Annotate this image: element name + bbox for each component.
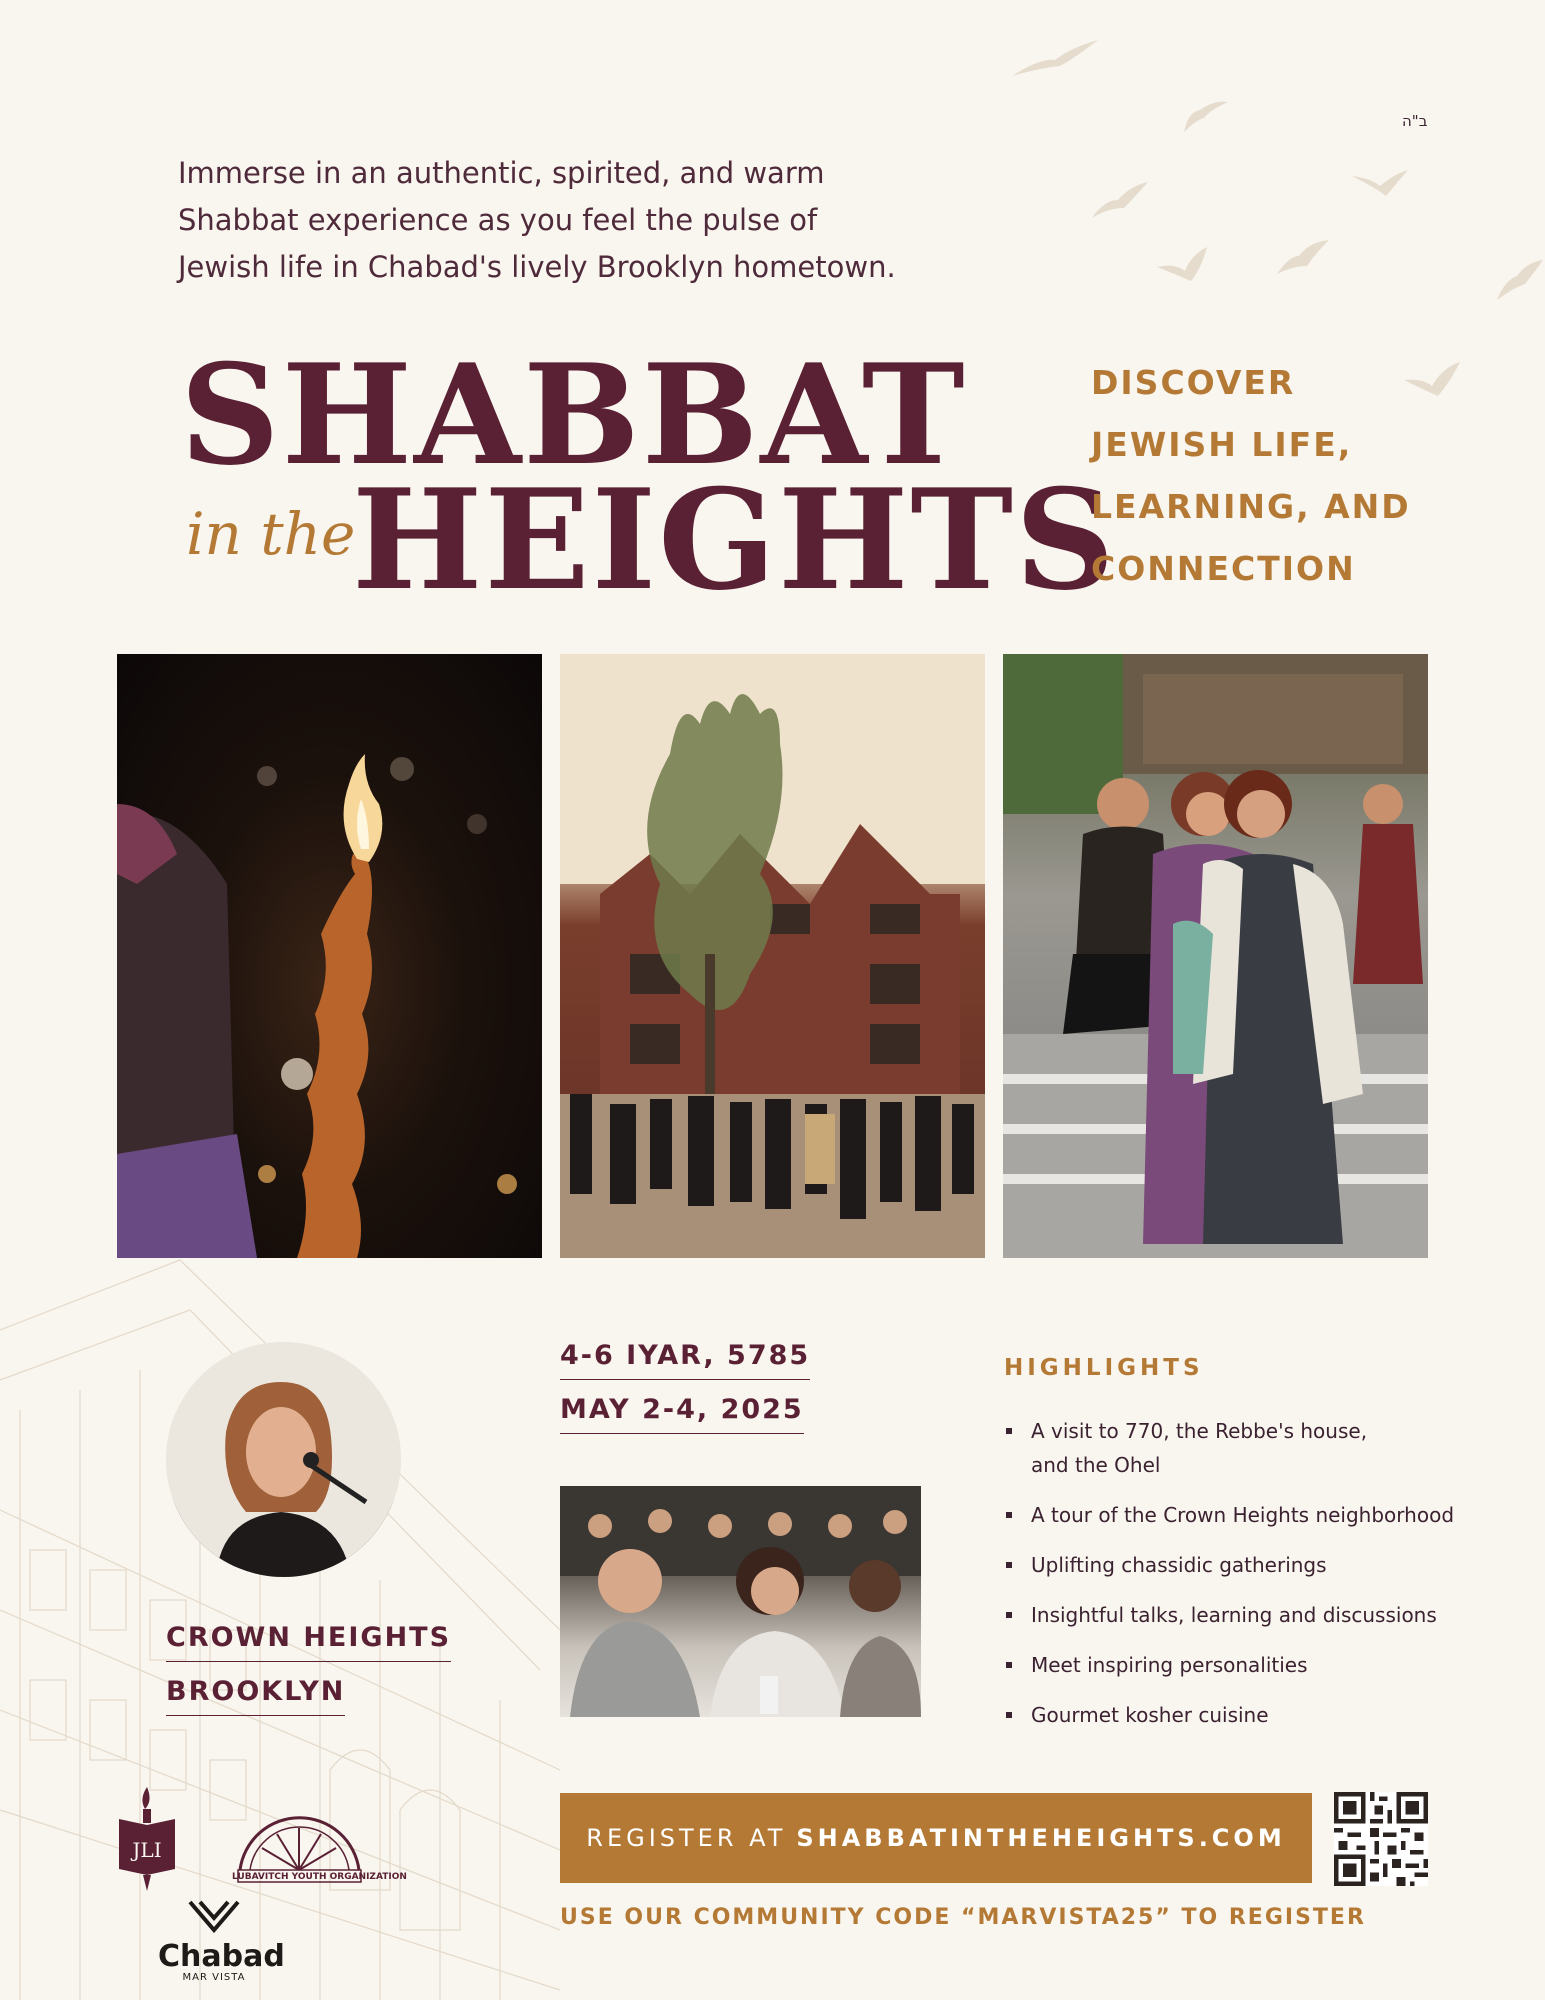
highlight-item: Insightful talks, learning and discussions: [1004, 1598, 1524, 1632]
title-script-in-the: in the: [186, 500, 356, 568]
hebrew-mark: ב"ה: [1402, 112, 1428, 130]
intro-line: Immerse in an authentic, spirited, and warm: [178, 156, 825, 190]
location-city: CROWN HEIGHTS: [166, 1622, 451, 1662]
qr-code-icon[interactable]: [1334, 1792, 1428, 1886]
highlight-text: A visit to 770, the Rebbe's house,: [1031, 1419, 1368, 1443]
bird-icon: [1155, 245, 1211, 285]
intro-text: [178, 150, 958, 291]
chabad-logo-name: Chabad: [158, 1939, 285, 1974]
bird-icon: [1090, 180, 1150, 220]
highlight-item: [1004, 1414, 1524, 1482]
chabad-logo-subtitle: MAR VISTA: [182, 1972, 246, 1983]
speaker-photo: [166, 1342, 401, 1577]
highlights-list: [1004, 1414, 1524, 1748]
chabad-logo: [158, 1900, 285, 1990]
tagline: [1091, 352, 1431, 600]
tagline-line: LEARNING, AND: [1091, 487, 1411, 526]
highlight-item: Meet inspiring personalities: [1004, 1648, 1524, 1682]
community-code-text: USE OUR COMMUNITY CODE “MARVISTA25” TO REGISTER: [560, 1905, 1366, 1930]
intro-line: Jewish life in Chabad's lively Brooklyn hometown.: [178, 250, 896, 284]
highlight-item: A tour of the Crown Heights neighborhood: [1004, 1498, 1524, 1532]
women-walking-photo: [1003, 654, 1428, 1258]
lyo-logo-text: LUBAVITCH YOUTH ORGANIZATION: [232, 1872, 407, 1882]
chabad-menorah-icon: [184, 1900, 244, 1934]
jli-logo: [117, 1785, 177, 1895]
highlight-text-continued: and the Ohel: [1031, 1453, 1161, 1477]
event-title: [180, 333, 1117, 621]
register-website-link[interactable]: SHABBATINTHEHEIGHTS.COM: [796, 1824, 1286, 1852]
tagline-line: JEWISH LIFE,: [1091, 425, 1353, 464]
highlight-item: Uplifting chassidic gatherings: [1004, 1548, 1524, 1582]
bird-icon: [1010, 38, 1100, 78]
highlights-heading: HIGHLIGHTS: [1004, 1355, 1204, 1381]
title-line-heights: HEIGHTS: [352, 458, 1117, 621]
title-line-shabbat: SHABBAT: [180, 333, 967, 496]
date-gregorian: MAY 2-4, 2025: [560, 1394, 804, 1434]
candle-photo: [117, 654, 542, 1258]
bird-icon: [1495, 258, 1545, 302]
tagline-line: DISCOVER: [1091, 363, 1296, 402]
bird-icon: [1180, 96, 1230, 136]
register-button[interactable]: [560, 1793, 1312, 1883]
tagline-line: CONNECTION: [1091, 549, 1356, 588]
register-prefix: REGISTER AT: [586, 1824, 787, 1852]
bird-icon: [1275, 238, 1331, 278]
audience-photo: [560, 1486, 921, 1717]
location-borough: BROOKLYN: [166, 1676, 345, 1716]
date-hebrew: 4-6 IYAR, 5785: [560, 1340, 810, 1380]
building-770-photo: [560, 654, 985, 1258]
bird-icon: [1350, 166, 1410, 202]
intro-line: Shabbat experience as you feel the pulse of: [178, 203, 818, 237]
jli-logo-text: JLI: [132, 1838, 162, 1862]
highlight-item: Gourmet kosher cuisine: [1004, 1698, 1524, 1732]
